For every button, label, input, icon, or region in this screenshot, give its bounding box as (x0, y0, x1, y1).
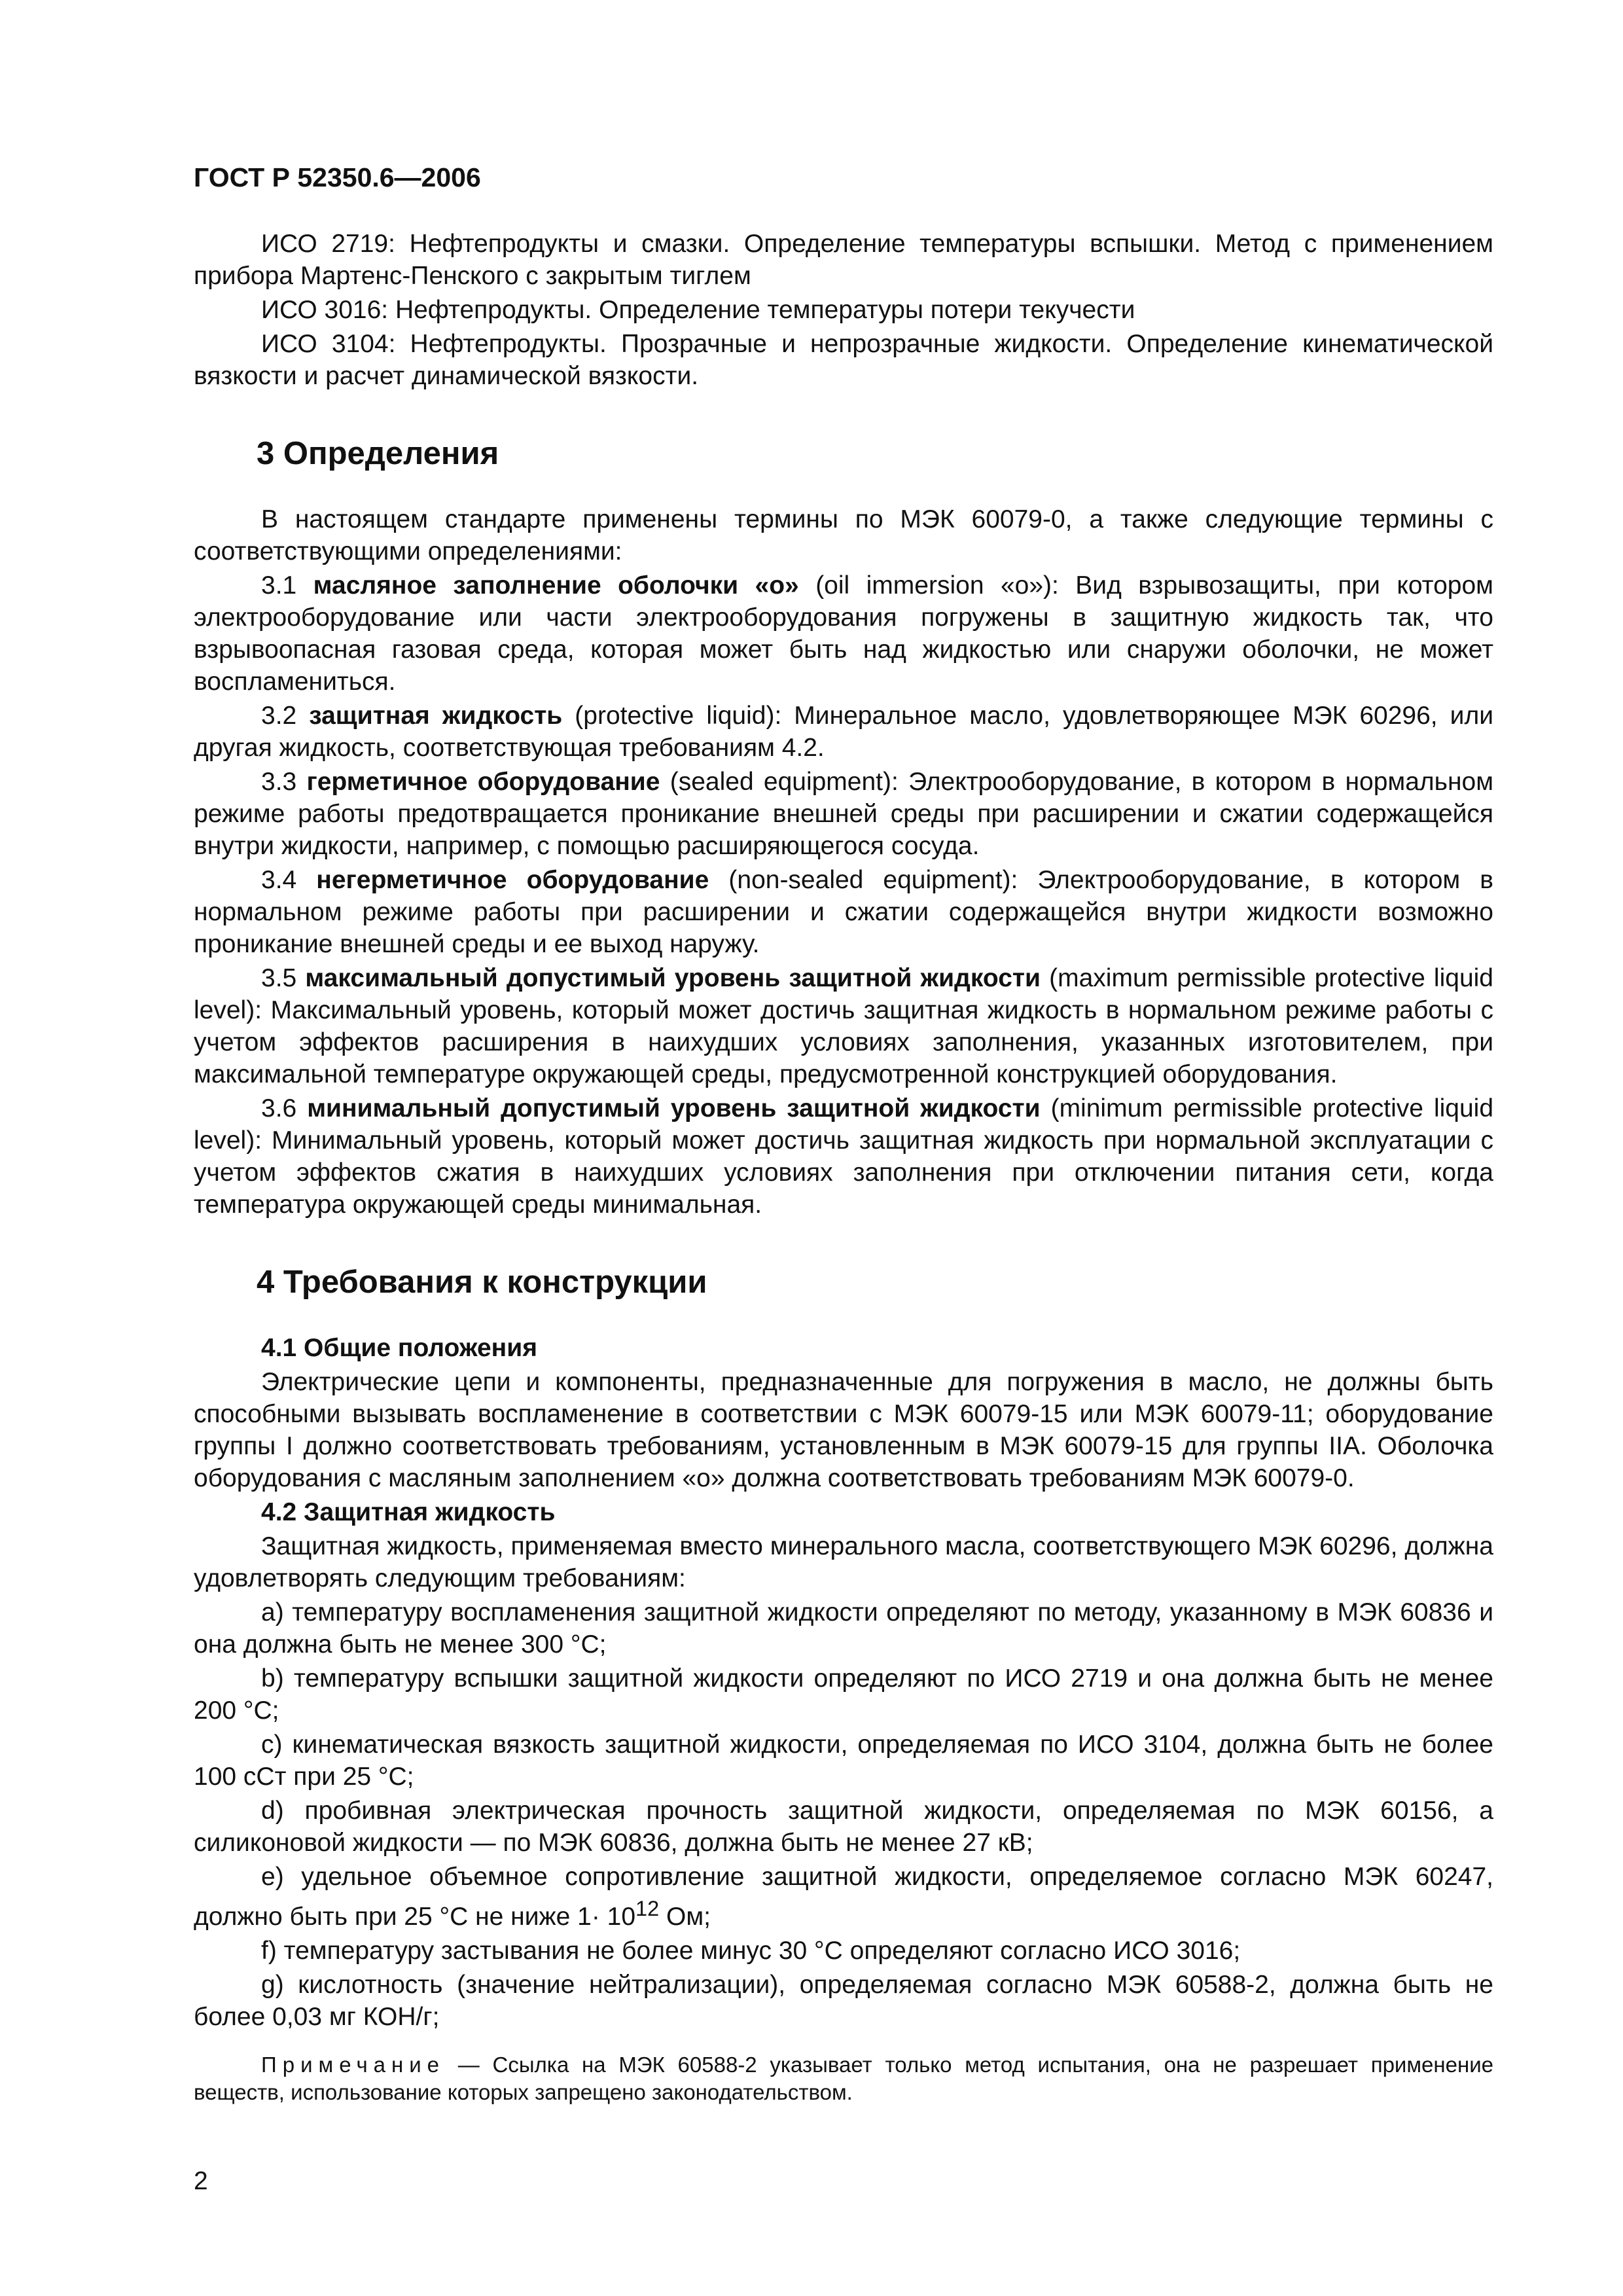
requirement-e: e) удельное объемное сопротивление защитной жидкости, определяемое согласно МЭК 60247, должно быть при 25 °С не ниже $1\cdot 10^{12}$ Ом; (194, 1863, 1493, 1931)
section-3-intro: В настоящем стандарте применены термины по МЭК 60079-0, а также следующие термины с соответствующими определениями: (194, 505, 1493, 565)
subsection-4-1-text: Электрические цепи и компоненты, предназначенные для погружения в масло, не должны быть способными вызывать воспламенение в соответствии с МЭК 60079-15 или МЭК 60079-11; оборудование группы I должно соответствовать требованиям, установленным в МЭК 60079-15 для группы IIA. Оболочка оборудования с масляным заполнением «о» должна соответствовать требованиям МЭК 60079-0. (194, 1368, 1493, 1492)
definition-3-4: 3.4 негерметичное оборудование (non-sealed equipment): Электрооборудование, в котором в нормальном режиме работы при расширении и сжатии содержащейся внутри жидкости возможно проникание внешней среды и ее выход наружу. (194, 866, 1493, 958)
page-number: 2 (194, 2167, 208, 2195)
requirement-g: g) кислотность (значение нейтрализации), определяемая согласно МЭК 60588-2, должна быть не более 0,03 мг КОН/г; (194, 1971, 1493, 2031)
reference-iso-3104: ИСО 3104: Нефтепродукты. Прозрачные и непрозрачные жидкости. Определение кинематической вязкости и расчет динамической вязкости. (194, 330, 1493, 390)
definition-3-3: 3.3 герметичное оборудование (sealed equipment): Электрооборудование, в котором в нормальном режиме работы предотвращается проникание внешней среды при расширении и сжатии содержащейся внутри жидкости, например, с помощью расширяющегося сосуда. (194, 768, 1494, 860)
subsection-4-1-heading: 4.1 Общие положения (261, 1334, 537, 1362)
note: Примечание — Ссылка на МЭК 60588-2 указывает только метод испытания, она не разрешает применение веществ, использование которых запрещено законодательством. (194, 2053, 1493, 2104)
requirement-b: b) температуру вспышки защитной жидкости определяют по ИСО 2719 и она должна быть не менее 200 °С; (194, 1664, 1493, 1725)
exponent: 12 (635, 1897, 660, 1920)
reference-iso-3016: ИСО 3016: Нефтепродукты. Определение температуры потери текучести (261, 296, 1135, 324)
subsection-4-2-intro: Защитная жидкость, применяемая вместо минерального масла, соответствующего МЭК 60296, должна удовлетворять следующим требованиям: (194, 1532, 1493, 1592)
definition-3-6: 3.6 минимальный допустимый уровень защитной жидкости (minimum permissible protective liquid level): Минимальный уровень, который может достичь защитная жидкость при нормальной эксплуатации с учетом эффектов сжатия в наихудших условиях заполнения при отключении питания сети, когда температура окружающей среды минимальная. (194, 1094, 1494, 1219)
reference-iso-2719: ИСО 2719: Нефтепродукты и смазки. Определение температуры вспышки. Метод с применением прибора Мартенс-Пенского с закрытым тиглем (194, 230, 1493, 290)
definition-3-2: 3.2 защитная жидкость (protective liquid): Минеральное масло, удовлетворяющее МЭК 60296, или другая жидкость, соответствующая требованиям 4.2. (194, 702, 1493, 762)
subsection-4-2-heading: 4.2 Защитная жидкость (261, 1498, 556, 1526)
requirement-c: c) кинематическая вязкость защитной жидкости, определяемая по ИСО 3104, должна быть не более 100 сСт при 25 °С; (194, 1731, 1493, 1791)
section-4-heading: 4 Требования к конструкции (257, 1265, 707, 1300)
page-body (194, 228, 1493, 2106)
requirement-d: d) пробивная электрическая прочность защитной жидкости, определяемая по МЭК 60156, а силиконовой жидкости — по МЭК 60836, должна быть не менее 27 кВ; (194, 1797, 1493, 1857)
definition-3-5: 3.5 максимальный допустимый уровень защитной жидкости (maximum permissible protective liquid level): Максимальный уровень, который может достичь защитная жидкость в нормальном режиме работы с учетом эффектов расширения в наихудших условиях заполнения, указанных изготовителем, при максимальной температуре окружающей среды, предусмотренной конструкцией оборудования. (194, 964, 1493, 1088)
requirement-f: f) температуру застывания не более минус 30 °С определяют согласно ИСО 3016; (261, 1937, 1241, 1965)
definition-3-1: 3.1 масляное заполнение оболочки «о» (oil immersion «о»): Вид взрывозащиты, при котором электрооборудование или части электрооборудования погружены в защитную жидкость так, что взрывоопасная газовая среда, которая может быть над жидкостью или снаружи оболочки, не может воспламениться. (194, 571, 1493, 696)
document-header: ГОСТ Р 52350.6—2006 (194, 162, 481, 192)
note-label: Примечание (261, 2053, 446, 2077)
section-3-heading: 3 Определения (257, 436, 499, 471)
requirement-a: a) температуру воспламенения защитной жидкости определяют по методу, указанному в МЭК 60836 и она должна быть не менее 300 °С; (194, 1598, 1493, 1659)
